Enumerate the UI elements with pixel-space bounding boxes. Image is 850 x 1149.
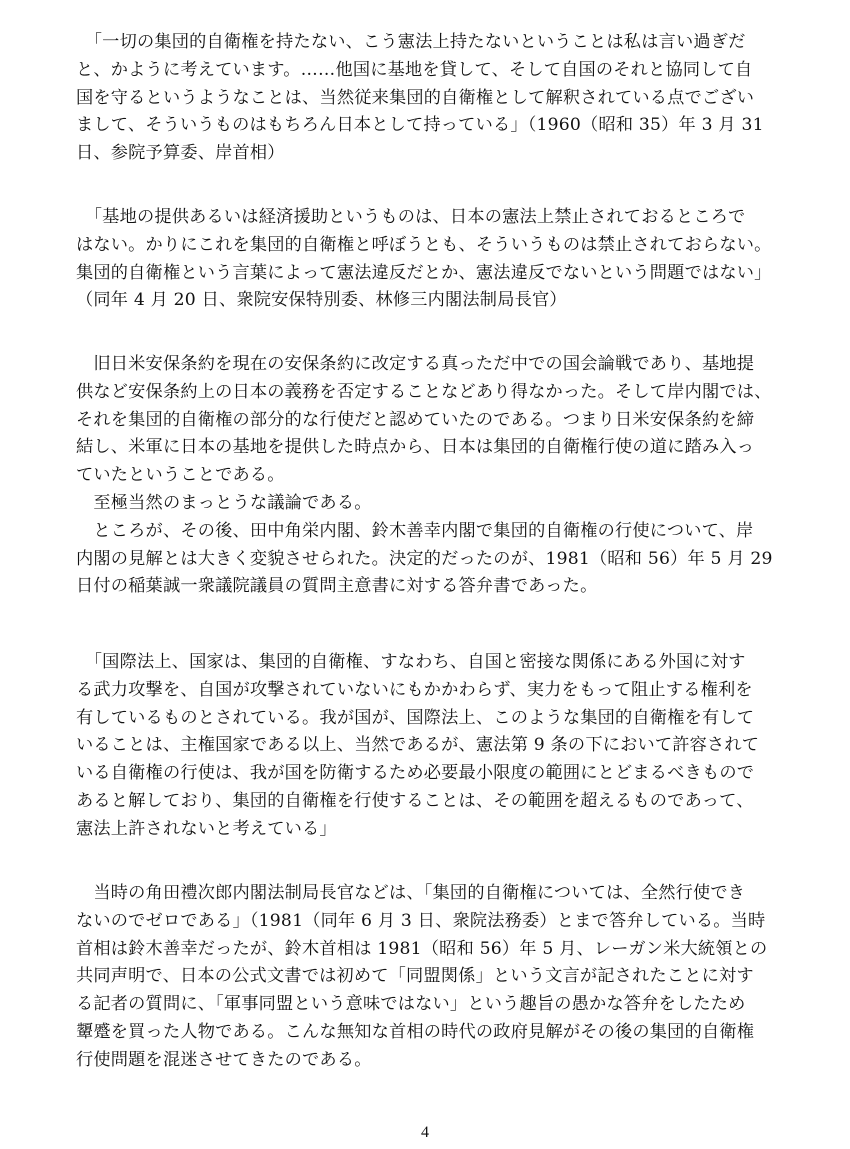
body-paragraph-analysis — [76, 351, 776, 601]
text-line: 共同声明で、日本の公式文書では初めて「同盟関係」という文言が記されたことに対す — [76, 966, 754, 987]
text-line: 国を守るというようなことは、当然従来集団的自衛権として解釈されている点でござい — [76, 87, 755, 108]
text-line: 有しているものとされている。我が国が、国際法上、このような集団的自衛権を有して — [76, 707, 755, 728]
quote-hayashi-1960 — [76, 204, 776, 315]
text-line: 至極当然のまっとうな議論である。 — [76, 492, 372, 513]
text-line: る記者の質問に、「軍事同盟という意味ではない」という趣旨の愚かな答弁をしたため — [76, 994, 746, 1015]
text-line: 日、参院予算委、岸首相） — [76, 143, 285, 164]
text-line: 「国際法上、国家は、集団的自衛権、すなわち、自国と密接な関係にある外国に対す — [76, 652, 746, 672]
text-line: 結し、米軍に日本の基地を提供した時点から、日本は集団的自衛権行使の道に踏み入っ — [76, 437, 755, 458]
text-line: いることは、主権国家である以上、当然であるが、憲法第 9 条の下において許容されて — [76, 735, 760, 756]
text-line: あると解しており、集団的自衛権を行使することは、その範囲を超えるものであって、 — [76, 790, 754, 811]
text-line: と、かように考えています。……他国に基地を貸して、そして自国のそれと協同して自 — [76, 59, 753, 80]
quote-government-answer-1981 — [76, 649, 776, 844]
text-line: ないのでゼロである」（1981（同年 6 月 3 日、衆院法務委）とまで答弁している。当時 — [76, 910, 766, 931]
text-line: 「一切の集団的自衛権を持たない、こう憲法上持たないということは私は言い過ぎだ — [76, 32, 746, 52]
page-number: 4 — [421, 1124, 429, 1141]
text-line: それを集団的自衛権の部分的な行使だと認めていたのである。つまり日米安保条約を締 — [76, 409, 755, 430]
text-line: 首相は鈴木善幸だったが、鈴木首相は 1981（昭和 56）年 5 月、レーガン米大統領との — [76, 938, 768, 959]
text-line: 「基地の提供あるいは経済援助というものは、日本の憲法上禁止されておるところで — [76, 207, 746, 227]
text-line: 供など安保条約上の日本の義務を否定することなどあり得なかった。そして岸内閣では、 — [76, 381, 772, 402]
body-paragraph-suzuki — [76, 880, 776, 1075]
text-line: 内閣の見解とは大きく変貌させられた。決定的だったのが、1981（昭和 56）年 5 月 29 — [76, 548, 773, 569]
text-line: ところが、その後、田中角栄内閣、鈴木善幸内閣で集団的自衛権の行使について、岸 — [76, 520, 754, 541]
text-line: まして、そういうものはもちろん日本として持っている」（1960（昭和 35）年 3 月 31 — [76, 115, 764, 136]
text-line: 顰蹙を買った人物である。こんな無知な首相の時代の政府見解がその後の集団的自衛権 — [76, 1021, 755, 1042]
text-line: はない。かりにこれを集団的自衛権と呼ぼうとも、そういうものは禁止されておらない。 — [76, 234, 772, 255]
text-line: （同年 4 月 20 日、衆院安保特別委、林修三内閣法制局長官） — [76, 290, 567, 311]
text-line: る武力攻撃を、自国が攻撃されていないにもかかわらず、実力をもって阻止する権利を — [76, 679, 753, 700]
text-line: 旧日米安保条約を現在の安保条約に改定する真っただ中での国会論戦であり、基地提 — [76, 354, 755, 374]
text-line: 行使問題を混迷させてきたのである。 — [76, 1049, 372, 1070]
text-line: 当時の角田禮次郎内閣法制局長官などは、「集団的自衛権については、全然行使でき — [76, 883, 746, 903]
text-line: 集団的自衛権という言葉によって憲法違反だとか、憲法違反でないという問題ではない」 — [76, 262, 772, 283]
text-line: 憲法上許されないと考えている」 — [76, 818, 337, 839]
quote-kishi-1960 — [76, 29, 776, 168]
text-line: 日付の稲葉誠一衆議院議員の質問主意書に対する答弁書であった。 — [76, 576, 598, 597]
text-line: いる自衛権の行使は、我が国を防衛するため必要最小限度の範囲にとどまるべきもので — [76, 763, 755, 784]
text-line: ていたということである。 — [76, 465, 285, 486]
